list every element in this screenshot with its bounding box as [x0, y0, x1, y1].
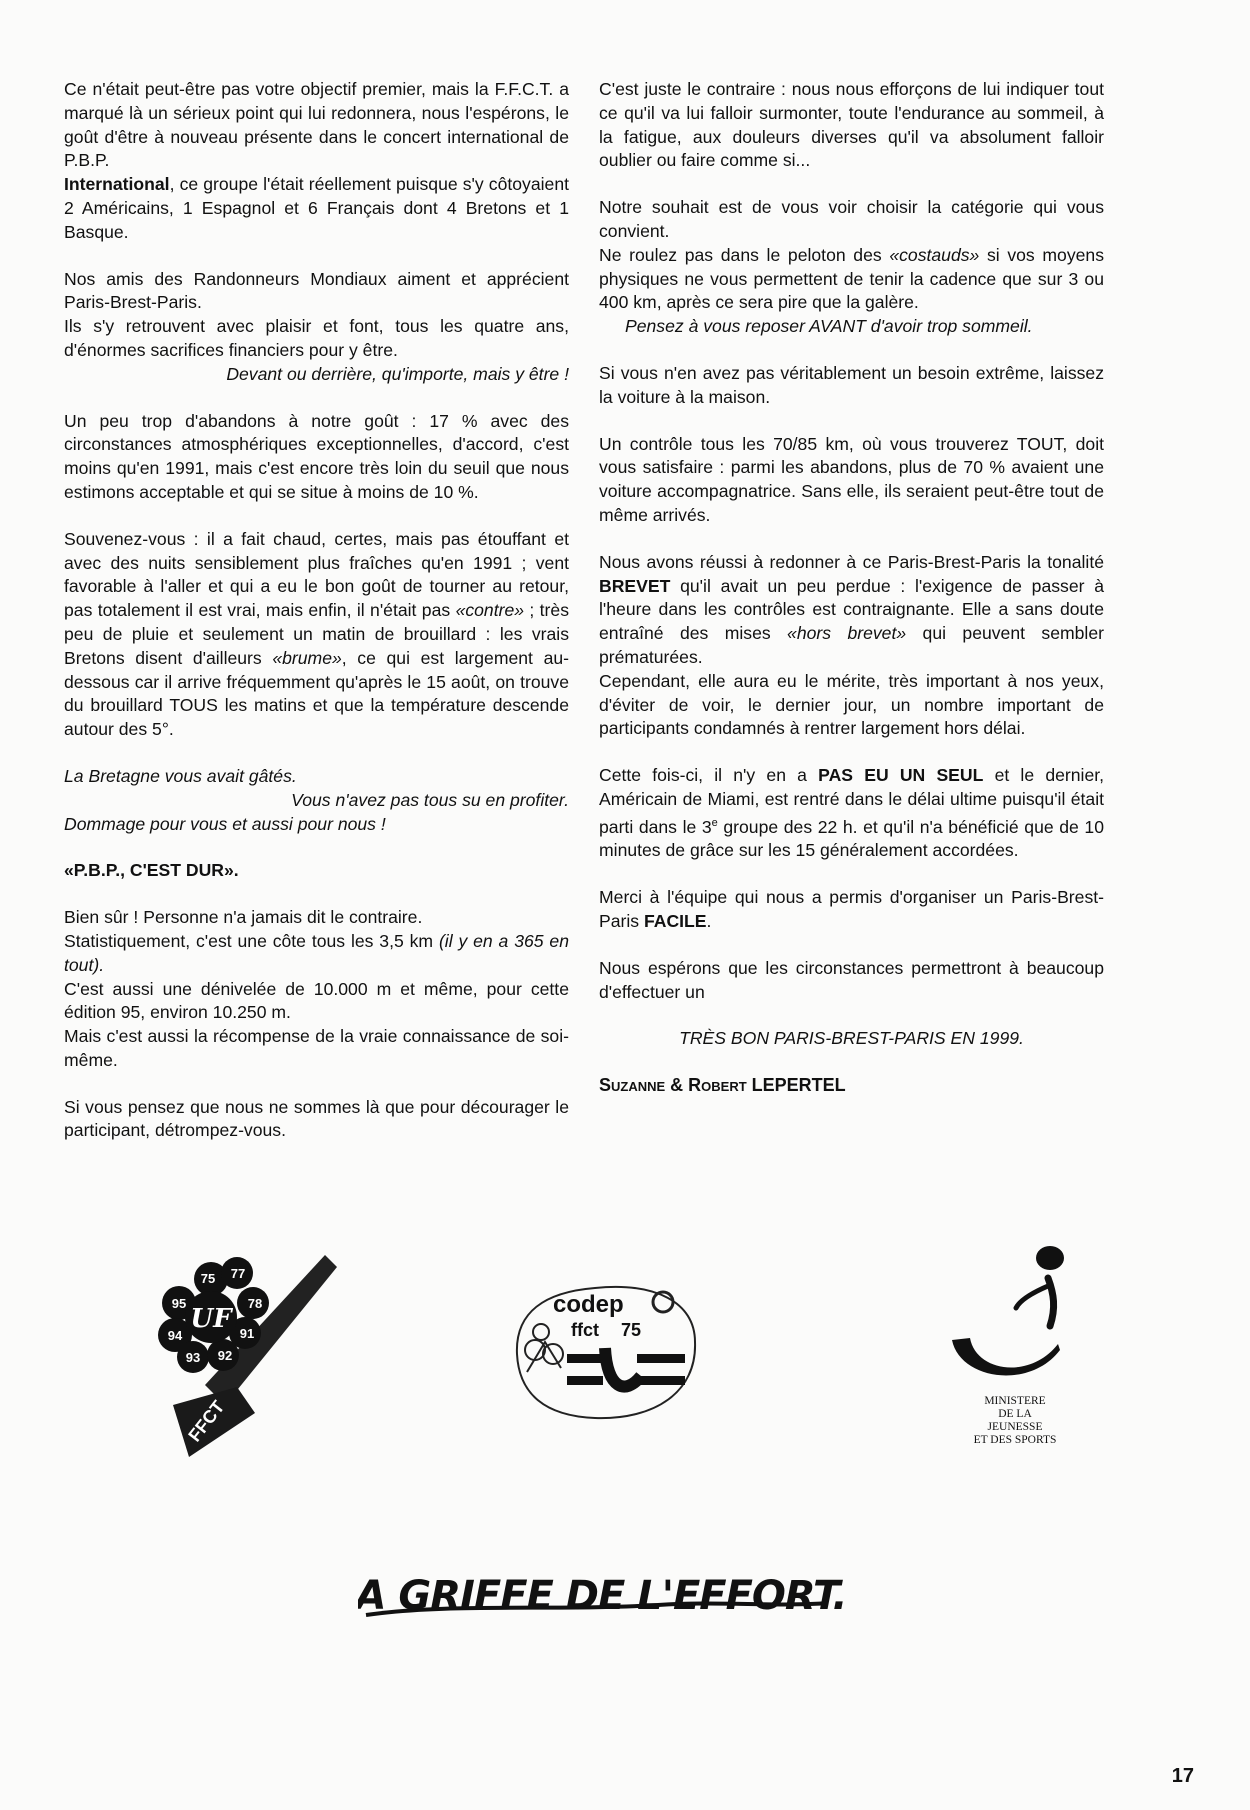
right-paragraph-7: Cette fois-ci, il n'y en a PAS EU UN SEUL et le dernier, Américain de Miami, est rentré dans le délai ultime puisqu'il était parti dans le 3e groupe des 22 h. et qu'il n'a bénéficié que de 10 minutes de grâce sur les 15 généralement accordées.: [599, 765, 1104, 861]
right-paragraph-6b: Cependant, elle aura eu le mérite, très important à nos yeux, d'éviter de voir, le dernier jour, un nombre important de participants condamnés à rentrer largement hors délai.: [599, 670, 1104, 739]
left-quote-2-line-2: Vous n'avez pas tous su en profiter.: [291, 789, 569, 810]
right-paragraph-6: Nous avons réussi à redonner à ce Paris-Brest-Paris la tonalité BREVET qu'il avait un peu perdue : l'exigence de passer à l'heure dans les contrôles est contraignante. Elle a sans doute entraîné des mises «hors brevet» qui peuvent sembler prématurées.: [599, 551, 1104, 667]
codep-number: 75: [621, 1320, 642, 1340]
griffe-text: LA GRIFFE DE L'EFFORT...: [358, 1573, 848, 1619]
ministry-logo: [930, 1230, 1100, 1470]
left-paragraph-8-line-1: Bien sûr ! Personne n'a jamais dit le contraire.: [64, 907, 423, 928]
left-international-bold: International: [64, 174, 170, 195]
uf-letters: UF: [190, 1304, 232, 1334]
left-paragraph-1: Ce n'était peut-être pas votre objectif premier, mais la F.F.C.T. a marqué là un sérieux point qui lui redonnera, nous l'espérons, le goût d'être à nouveau présente dans le concert international de P.B.P.: [64, 79, 569, 171]
uf-ribbon-text: FFCT: [184, 1396, 229, 1446]
left-quote-2-line-1: La Bretagne vous avait gâtés.: [64, 765, 297, 786]
uf-number: 77: [230, 1266, 246, 1281]
right-paragraph-2: Notre souhait est de vous voir choisir la catégorie qui vous convient.: [599, 197, 1104, 241]
ministry-logo-graphic: [930, 1230, 1100, 1390]
section-heading: «P.B.P., C'EST DUR».: [64, 860, 239, 881]
codep-logo-graphic: [505, 1272, 705, 1432]
left-quote-2-line-3: Dommage pour vous et aussi pour nous !: [64, 813, 386, 834]
left-paragraph-4: Ils s'y retrouvent avec plaisir et font, tous les quatre ans, d'énormes sacrifices financiers pour y être.: [64, 316, 569, 360]
left-paragraph-9: Si vous pensez que nous ne sommes là que pour décourager le participant, détrompez-vous.: [64, 1096, 569, 1141]
left-paragraph-8-line-2: Statistiquement, c'est une côte tous les 3,5 km (il y en a 365 en tout).: [64, 930, 569, 975]
uf-number: 95: [171, 1296, 187, 1311]
uf-number: 93: [185, 1350, 201, 1365]
right-paragraph-9: Nous espérons que les circonstances permettront à beaucoup d'effectuer un: [599, 957, 1104, 1002]
right-paragraph-4: Si vous n'en avez pas véritablement un besoin extrême, laissez la voiture à la maison.: [599, 362, 1104, 407]
signature: Suzanne & Robert LEPERTEL: [599, 1075, 846, 1096]
griffe-banner-graphic: [358, 1555, 848, 1640]
uf-number: 78: [247, 1296, 263, 1311]
right-paragraph-3: Ne roulez pas dans le peloton des «costauds» si vos moyens physiques ne vous permettent de tenir la cadence que sur 3 ou 400 km, après ce sera pire que la galère.: [599, 244, 1104, 313]
left-paragraph-6: Souvenez-vous : il a fait chaud, certes, mais pas étouffant et avec des nuits sensiblement plus fraîches qu'en 1991 ; vent favorable à l'aller et qui a eu le bon goût de tourner au retour, pas totalement il est vrai, mais enfin, il n'était pas «contre» ; très peu de pluie et seulement un matin de brouillard : les vrais Bretons disent d'ailleurs «brume», ce qui est largement au-dessous car il arrive fréquemment qu'après le 15 août, on trouve du brouillard TOUS les matins et que la température descende autour des 5°.: [64, 528, 569, 740]
right-paragraph-8: Merci à l'équipe qui nous a permis d'organiser un Paris-Brest-Paris FACILE.: [599, 887, 1104, 931]
codep-title: codep: [553, 1291, 624, 1318]
right-paragraph-5: Un contrôle tous les 70/85 km, où vous trouverez TOUT, doit vous satisfaire : parmi les abandons, plus de 70 % avaient une voiture accompagnatrice. Sans elle, ils seraient peut-être tout de même arrivés.: [599, 433, 1104, 525]
ministry-line-4: ET DES SPORTS: [973, 1434, 1057, 1446]
ministry-line-3: JEUNESSE: [987, 1421, 1043, 1433]
uf-number: 91: [239, 1326, 255, 1341]
left-paragraph-2: International, ce groupe l'était réellement puisque s'y côtoyaient 2 Américains, 1 Espagnol et 6 Français dont 4 Bretons et 1 Basque.: [64, 174, 569, 242]
griffe-banner: [358, 1555, 848, 1640]
left-quote-1: Devant ou derrière, qu'importe, mais y être !: [226, 363, 569, 384]
right-quote-1: Pensez à vous reposer AVANT d'avoir trop sommeil.: [625, 316, 1033, 337]
left-paragraph-8-line-4: Mais c'est aussi la récompense de la vraie connaissance de soi-même.: [64, 1026, 569, 1070]
codep-sub: ffct: [571, 1320, 599, 1340]
uf-number: 94: [167, 1328, 183, 1343]
codep-logo: [505, 1272, 705, 1432]
ministry-line-2: DE LA: [998, 1408, 1032, 1420]
left-paragraph-8-line-3: C'est aussi une dénivelée de 10.000 m et même, pour cette édition 95, environ 10.250 m.: [64, 978, 569, 1023]
left-paragraph-5: Un peu trop d'abandons à notre goût : 17 % avec des circonstances atmosphériques exceptionnelles, d'accord, c'est moins qu'en 1991, mais c'est encore très loin du seuil que nous estimons acceptable et qui se situe à moins de 10 %.: [64, 410, 569, 502]
page-number: 17: [1171, 1765, 1194, 1787]
uf-ffct-logo-graphic: [145, 1245, 345, 1465]
ministry-line-1: MINISTERE: [984, 1395, 1046, 1407]
left-paragraph-3: Nos amis des Randonneurs Mondiaux aiment et apprécient Paris-Brest-Paris.: [64, 268, 569, 313]
uf-number: 92: [217, 1348, 233, 1363]
right-column: [599, 78, 1104, 1121]
right-paragraph-1: C'est juste le contraire : nous nous efforçons de lui indiquer tout ce qu'il va lui falloir surmonter, toute l'endurance au sommeil, à la fatigue, aux douleurs diverses qu'il va absolument falloir oublier ou faire comme si...: [599, 79, 1104, 171]
right-closing-line: TRÈS BON PARIS-BREST-PARIS EN 1999.: [679, 1028, 1024, 1049]
uf-number: 75: [200, 1271, 216, 1286]
uf-ffct-logo: [145, 1245, 345, 1465]
left-column: [64, 78, 569, 1166]
